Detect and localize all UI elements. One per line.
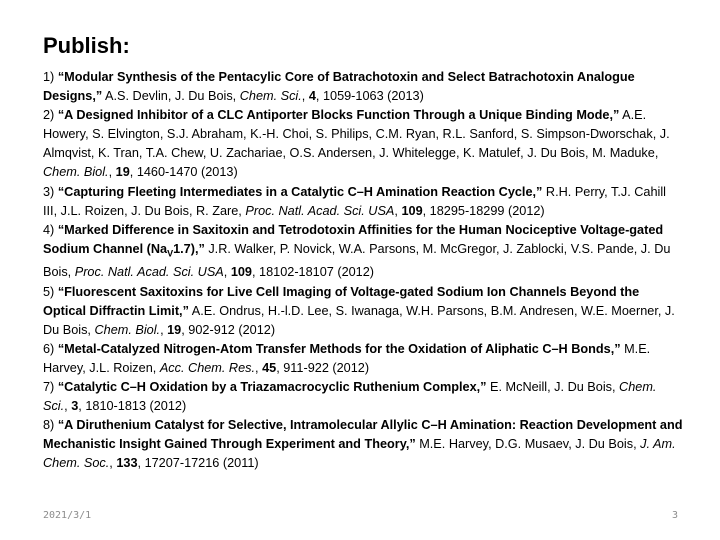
ref-pages: , 1460-1470 (2013) xyxy=(129,165,238,180)
ref-journal: Chem. Sci. xyxy=(43,380,657,414)
footer-date: 2021/3/1 xyxy=(43,510,92,521)
ref-pages: , 17207-17216 (2011) xyxy=(137,456,259,471)
ref-title: “Fluorescent Saxitoxins for Live Cell Imaging of Voltage-gated Sodium Ion Channels Beyond the Optical Diffractin Limit,” xyxy=(43,284,640,318)
ref-authors: M.E. Harvey, J.L. Roizen, xyxy=(43,341,651,375)
ref-title: “Catalytic C–H Oxidation by a Triazamacrocyclic Ruthenium Complex,” xyxy=(57,380,487,395)
ref-authors: M.E. Harvey, D.G. Musaev, J. Du Bois, xyxy=(415,437,641,452)
publication-item: 1) “Modular Synthesis of the Pentacylic Core of Batrachotoxin and Select Batrachotoxin Analogue Designs,” A.S. Devlin, J. Du Bois, Chem. Sci., 4, 1059-1063 (2013) xyxy=(43,70,635,104)
ref-volume: 19 xyxy=(115,165,130,180)
ref-journal: Chem. Sci. xyxy=(239,89,302,104)
ref-authors: R.H. Perry, T.J. Cahill III, J.L. Roizen, J. Du Bois, R. Zare, xyxy=(43,184,666,218)
publication-item: 2) “A Designed Inhibitor of a CLC Antiporter Blocks Function Through a Unique Binding Mode,” A.E. Howery, S. Elvington, S.J. Abraham, K.-H. Choi, S. Philips, C.M. Ryan, R.L. Sanford, S. Simpson-Dworschak, J. Almqvist, K. Tran, T.A. Chew, U. Zachariae, O.S. Andersen, J. Whitelegge, K. Matulef, J. Du Bois, M. Maduke, Chem. Biol., 19, 1460-1470 (2013) xyxy=(43,108,670,180)
ref-title: “A Diruthenium Catalyst for Selective, Intramolecular Allylic C–H Amination: Reaction Development and Mechanistic Insight Gained Through Experiment and Theory,” xyxy=(43,418,683,452)
ref-number: 8) xyxy=(43,418,58,433)
ref-volume: 109 xyxy=(401,203,423,218)
ref-journal: Chem. Biol. xyxy=(43,165,109,180)
ref-pages: , 1810-1813 (2012) xyxy=(78,399,187,414)
ref-authors: A.E. Howery, S. Elvington, S.J. Abraham, K.-H. Choi, S. Philips, C.M. Ryan, R.L. Sanford, S. Simpson-Dworschak, J. Almqvist, K. Tran, T.A. Chew, U. Zachariae, O.S. Andersen, J. Whitelegge, K. Matulef, J. Du Bois, M. Maduke, xyxy=(43,108,670,161)
ref-number: 2) xyxy=(43,108,58,123)
ref-volume: 4 xyxy=(308,89,316,104)
ref-volume: 3 xyxy=(71,399,79,414)
ref-authors: E. McNeill, J. Du Bois, xyxy=(486,380,620,395)
ref-number: 4) xyxy=(43,222,58,237)
publication-item: 7) “Catalytic C–H Oxidation by a Triazamacrocyclic Ruthenium Complex,” E. McNeill, J. Du Bois, Chem. Sci., 3, 1810-1813 (2012) xyxy=(43,380,657,414)
ref-pages: , 911-922 (2012) xyxy=(276,360,370,375)
publication-item: 6) “Metal-Catalyzed Nitrogen-Atom Transfer Methods for the Oxidation of Aliphatic C–H Bonds,” M.E. Harvey, J.L. Roizen, Acc. Chem. Res., 45, 911-922 (2012) xyxy=(43,341,651,375)
ref-number: 7) xyxy=(43,380,58,395)
ref-volume: 45 xyxy=(262,360,277,375)
page-number: 3 xyxy=(671,510,678,521)
publication-item: 8) “A Diruthenium Catalyst for Selective, Intramolecular Allylic C–H Amination: Reaction Development and Mechanistic Insight Gained Through Experiment and Theory,” M.E. Harvey, D.G. Musaev, J. Du Bois, J. Am. Chem. Soc., 133, 17207-17216 (2011) xyxy=(43,418,683,471)
ref-volume: 19 xyxy=(167,322,182,337)
ref-number: 5) xyxy=(43,284,58,299)
ref-number: 3) xyxy=(43,184,58,199)
publication-item: 4) “Marked Difference in Saxitoxin and Tetrodotoxin Affinities for the Human Nociceptive Voltage-gated Sodium Channel $(Na_V1.7)$,” J.R. Walker, P. Novick, W.A. Parsons, M. McGregor, J. Zablocki, V.S. Pande, J. Du Bois, Proc. Natl. Acad. Sci. USA, 109, 18102-18107 (2012) xyxy=(43,222,671,280)
ref-volume: 109 xyxy=(230,265,252,280)
publication-item: 3) “Capturing Fleeting Intermediates in a Catalytic C–H Amination Reaction Cycle,” R.H. Perry, T.J. Cahill III, J.L. Roizen, J. Du Bois, R. Zare, Proc. Natl. Acad. Sci. USA, 109, 18295-18299 (2012) xyxy=(43,184,666,218)
ref-title: “Capturing Fleeting Intermediates in a Catalytic C–H Amination Reaction Cycle,” xyxy=(57,184,543,199)
ref-journal: Acc. Chem. Res. xyxy=(159,360,256,375)
ref-authors: J.R. Walker, P. Novick, W.A. Parsons, M. McGregor, J. Zablocki, V.S. Pande, J. Du Bois, xyxy=(43,241,671,280)
ref-journal: Proc. Natl. Acad. Sci. USA xyxy=(245,203,395,218)
ref-title: “Metal-Catalyzed Nitrogen-Atom Transfer Methods for the Oxidation of Aliphatic C–H Bonds,” xyxy=(57,341,621,356)
ref-journal: Chem. Biol. xyxy=(94,322,161,337)
ref-authors: A.E. Ondrus, H.-l.D. Lee, S. Iwanaga, W.H. Parsons, B.M. Andresen, W.E. Moerner, J. Du Bois, xyxy=(43,303,675,337)
publication-item: 5) “Fluorescent Saxitoxins for Live Cell Imaging of Voltage-gated Sodium Ion Channels Beyond the Optical Diffractin Limit,” A.E. Ondrus, H.-l.D. Lee, S. Iwanaga, W.H. Parsons, B.M. Andresen, W.E. Moerner, J. Du Bois, Chem. Biol., 19, 902-912 (2012) xyxy=(43,284,675,337)
ref-pages: , 1059-1063 (2013) xyxy=(315,89,424,104)
ref-pages: , 18295-18299 (2012) xyxy=(422,203,545,218)
ref-title: “Modular Synthesis of the Pentacylic Core of Batrachotoxin and Select Batrachotoxin Analogue Designs,” xyxy=(43,70,635,104)
ref-journal: J. Am. Chem. Soc. xyxy=(43,437,676,471)
ref-title: “Marked Difference in Saxitoxin and Tetrodotoxin Affinities for the Human Nociceptive Voltage-gated Sodium Channel $(Na_V1.7)$,” xyxy=(43,222,664,259)
page-title: Publish: xyxy=(43,33,130,58)
ref-pages: , 902-912 (2012) xyxy=(181,322,276,337)
ref-authors: A.S. Devlin, J. Du Bois, xyxy=(102,89,240,104)
ref-volume: 133 xyxy=(116,456,138,471)
ref-number: 6) xyxy=(43,341,58,356)
ref-journal: Proc. Natl. Acad. Sci. USA xyxy=(74,265,224,280)
ref-number: 1) xyxy=(43,70,58,84)
publication-list xyxy=(43,68,683,474)
ref-pages: , 18102-18107 (2012) xyxy=(251,265,375,280)
ref-title: “A Designed Inhibitor of a CLC Antiporter Blocks Function Through a Unique Binding Mode,” xyxy=(57,108,620,123)
